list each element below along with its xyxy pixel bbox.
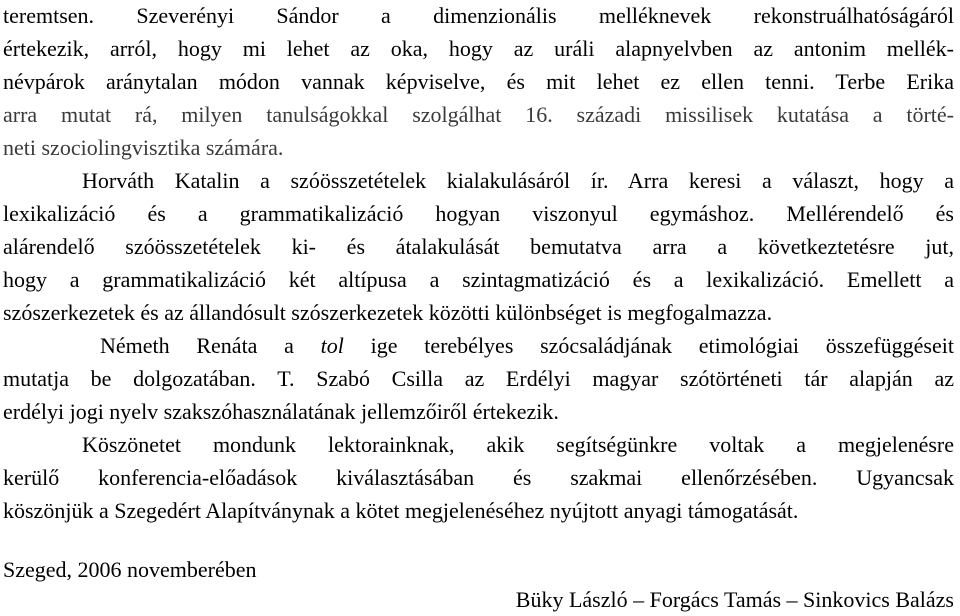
nemeth-before: Németh Renáta a — [100, 333, 321, 358]
text-line-15: kerülő konferencia-előadások kiválasztásában és szakmai ellenőrzésében. Ugyancsak — [3, 465, 954, 490]
text-line-3: névpárok aránytalan módon vannak képviselve, és mit lehet ez ellen tenni. Terbe Erika — [3, 69, 954, 94]
text-line-9: hogy a grammatikalizáció két altípusa a szintagmatizáció és a lexikalizáció. Emellett a — [3, 267, 954, 292]
text-line-12: mutatja be dolgozatában. T. Szabó Csilla az Erdélyi magyar szótörténeti tár alapján az — [3, 366, 954, 391]
text-line-13: erdélyi jogi nyelv szakszóhasználatának jellemzőiről értekezik. — [3, 399, 559, 424]
text-line-11 — [100, 330, 954, 362]
text-line-5: neti szociolingvisztika számára. — [3, 135, 284, 160]
nemeth-italic-word: tol — [320, 333, 344, 358]
text-line-14: Köszönetet mondunk lektorainknak, akik segítségünkre voltak a megjelenésre — [82, 432, 954, 457]
text-line-10: szószerkezetek és az állandósult szószerkezetek közötti különbséget is megfogalmazza. — [3, 300, 773, 325]
text-line-7: lexikalizáció és a grammatikalizáció hogyan viszonyul egymáshoz. Mellérendelő és — [3, 201, 954, 226]
text-line-4: arra mutat rá, milyen tanulságokkal szolgálhat 16. századi missilisek kutatása a törté- — [3, 102, 954, 127]
nemeth-after: ige terebélyes szócsaládjának etimológiai összefüggéseit — [343, 333, 954, 358]
place-date: Szeged, 2006 novemberében — [3, 557, 257, 582]
text-line-2: értekezik, arról, hogy mi lehet az oka, hogy az uráli alapnyelvben az antonim mellék- — [3, 36, 954, 61]
text-line-8: alárendelő szóösszetételek ki- és átalakulását bemutatva arra a következtetésre jut, — [3, 234, 954, 259]
text-line-6: Horváth Katalin a szóösszetételek kialakulásáról ír. Arra keresi a választ, hogy a — [82, 168, 954, 193]
text-line-1: teremtsen. Szeverényi Sándor a dimenzionális melléknevek rekonstruálhatóságáról — [3, 3, 954, 28]
text-line-16: köszönjük a Szegedért Alapítványnak a kötet megjelenéséhez nyújtott anyagi támogatását. — [3, 498, 799, 523]
signature: Büky László – Forgács Tamás – Sinkovics Balázs — [515, 587, 954, 612]
